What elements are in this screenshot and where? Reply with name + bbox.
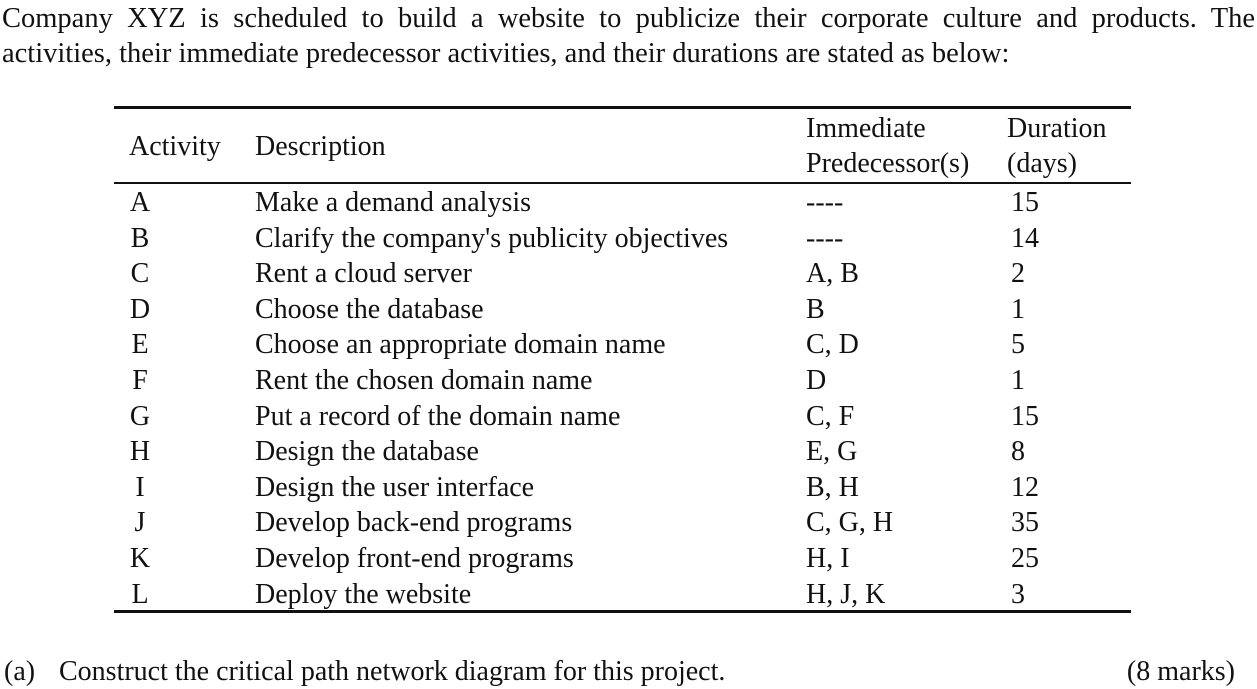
table-row: [114, 505, 1131, 541]
table-row: [114, 399, 1131, 435]
table-row: [114, 577, 1131, 613]
cell-predecessors: A, B: [806, 258, 859, 290]
table-row: [114, 221, 1131, 257]
cell-description: Design the database: [255, 436, 479, 468]
table-body: [114, 185, 1131, 612]
question-text: Construct the critical path network diagram for this project.: [59, 656, 726, 687]
cell-description: Rent the chosen domain name: [255, 364, 593, 396]
cell-duration: 15: [1011, 400, 1039, 432]
cell-description: Rent a cloud server: [255, 258, 472, 290]
cell-activity: J: [134, 507, 146, 539]
cell-predecessors: H, J, K: [806, 578, 886, 610]
cell-predecessors: C, F: [806, 400, 855, 432]
cell-predecessors: ----: [806, 222, 844, 254]
cell-duration: 14: [1011, 222, 1039, 254]
header-activity: Activity: [129, 131, 221, 162]
cell-description: Develop back-end programs: [255, 507, 573, 539]
cell-activity: E: [131, 329, 149, 361]
table-row: [114, 256, 1131, 292]
cell-activity: B: [130, 222, 150, 254]
table-row: [114, 363, 1131, 399]
cell-description: Choose the database: [255, 293, 484, 325]
cell-activity: A: [129, 187, 151, 218]
cell-description: Clarify the company's publicity objectives: [255, 222, 729, 254]
cell-duration: 8: [1011, 436, 1025, 468]
cell-predecessors: E, G: [806, 436, 858, 468]
header-predecessors-line1: Immediate: [806, 113, 926, 144]
cell-activity: L: [131, 578, 149, 610]
cell-activity: I: [135, 471, 145, 503]
cell-description: Make a demand analysis: [255, 187, 532, 218]
cell-description: Design the user interface: [255, 471, 535, 503]
cell-duration: 3: [1011, 578, 1025, 610]
cell-duration: 1: [1011, 293, 1025, 325]
table-row: [114, 292, 1131, 328]
table-bottom-rule: [114, 610, 1131, 613]
cell-activity: C: [130, 258, 150, 290]
cell-description: Develop front-end programs: [255, 542, 574, 574]
cell-duration: 2: [1011, 258, 1025, 290]
header-duration-line2: (days): [1007, 148, 1077, 179]
cell-predecessors: B: [806, 293, 825, 325]
cell-duration: 25: [1011, 542, 1039, 574]
table-row: [114, 541, 1131, 577]
question-a: [4, 654, 725, 689]
cell-predecessors: B, H: [806, 471, 859, 503]
table-row: [114, 434, 1131, 470]
cell-duration: 5: [1011, 329, 1025, 361]
cell-activity: K: [129, 542, 151, 574]
header-duration: [1007, 111, 1107, 181]
table-header-rule: [114, 182, 1131, 184]
cell-description: Put a record of the domain name: [255, 400, 621, 432]
cell-predecessors: H, I: [806, 542, 850, 574]
cell-duration: 1: [1011, 364, 1025, 396]
table-top-rule: [114, 106, 1131, 109]
cell-predecessors: ----: [806, 187, 844, 218]
cell-duration: 15: [1011, 187, 1039, 218]
cell-predecessors: C, G, H: [806, 507, 894, 539]
cell-activity: D: [129, 293, 151, 325]
cell-activity: F: [132, 364, 148, 396]
table-row: [114, 470, 1131, 506]
header-duration-line1: Duration: [1007, 113, 1107, 144]
intro-paragraph: Company XYZ is scheduled to build a website to publicize their corporate culture and products. The activities, their immediate predecessor activities, and their durations are stated as below:: [2, 3, 1255, 69]
table-row: [114, 185, 1131, 221]
cell-description: Choose an appropriate domain name: [255, 329, 666, 361]
header-predecessors: [806, 111, 969, 181]
header-description: Description: [255, 131, 386, 162]
cell-predecessors: D: [806, 364, 827, 396]
cell-duration: 35: [1011, 507, 1039, 539]
cell-activity: H: [129, 436, 151, 468]
question-label: (a): [4, 656, 36, 687]
cell-duration: 12: [1011, 471, 1039, 503]
header-predecessors-line2: Predecessor(s): [806, 148, 970, 179]
cell-activity: G: [129, 400, 151, 432]
question-marks: (8 marks): [1126, 656, 1235, 687]
table-row: [114, 327, 1131, 363]
cell-description: Deploy the website: [255, 578, 472, 610]
cell-predecessors: C, D: [806, 329, 859, 361]
